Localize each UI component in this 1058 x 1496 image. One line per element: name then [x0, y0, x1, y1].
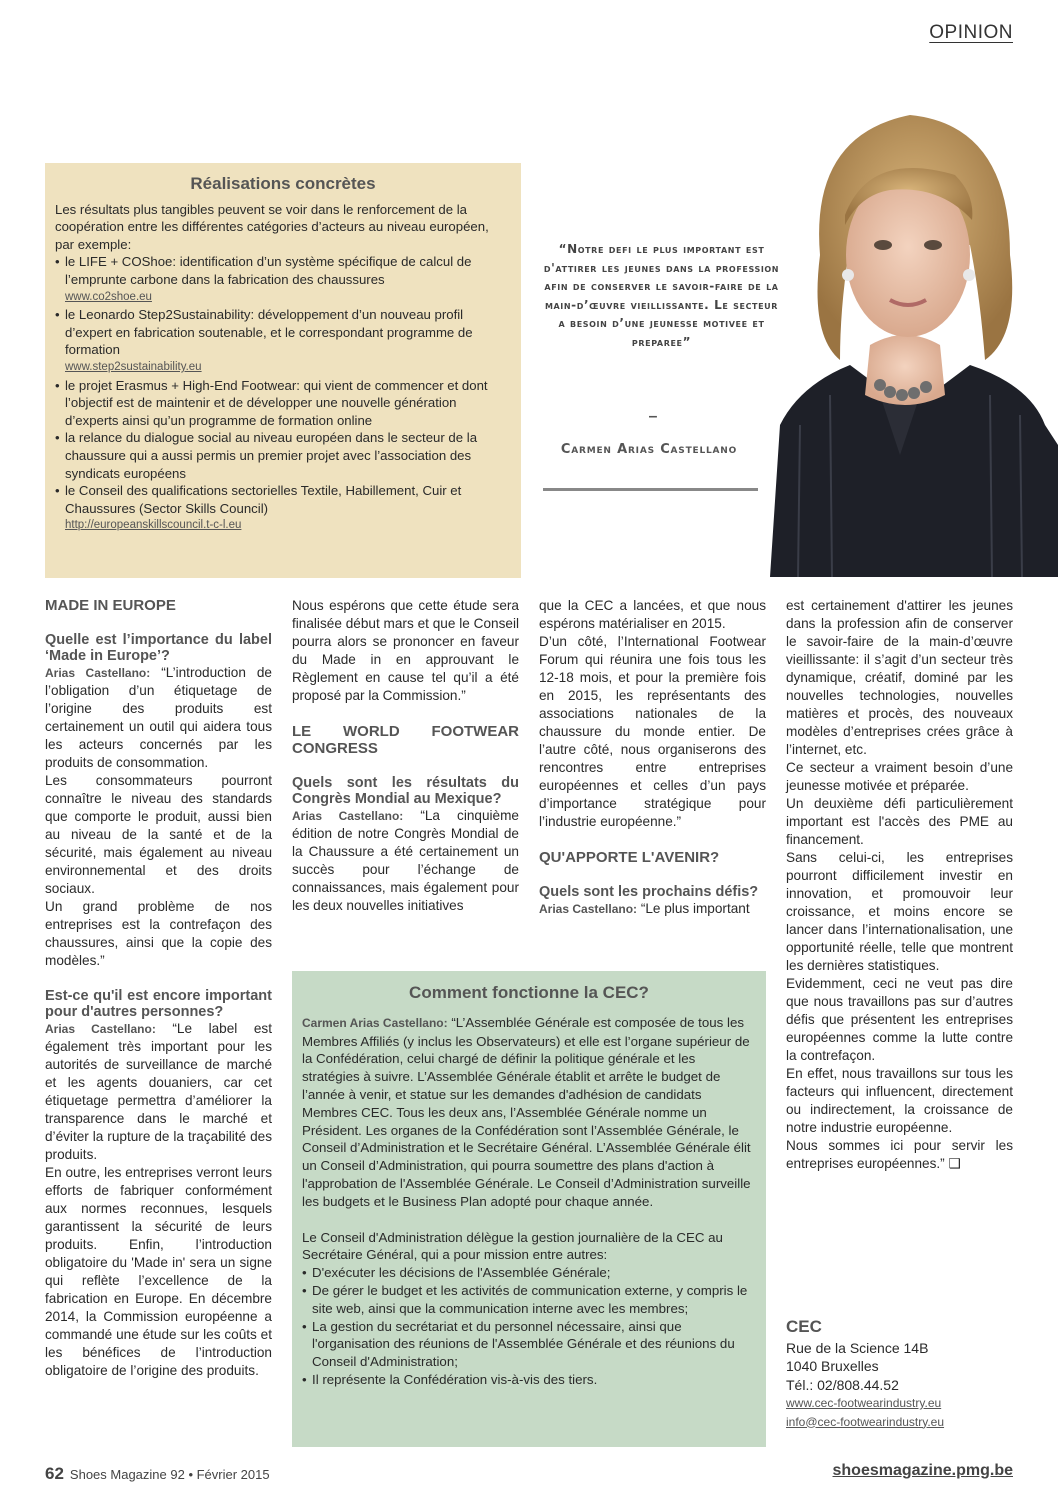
paragraph: Un grand problème de nos entreprises est la contrefaçon des chaussures, ainsi que la copie des modèles.”	[45, 899, 272, 968]
paragraph: Les consommateurs pourront connaître le niveau des standards que comporte le produit, aussi bien au niveau de la santé et de la sécurité, mais également au niveau environnemental et des droits sociaux.	[45, 773, 272, 896]
paragraph-text: “L’Assemblée Générale est composée de tous les Membres Affiliés (y inclus les Observateurs) et elle est l’organe supérieur de la Confédération, celui chargé de définir la politique générale et les stratégies à suivre. L’Assemblée Générale établit et arrête le budget de l’année à venir, et statue sur les demandes d'adhésion de candidats Membres CEC. Tous les deux ans, l’Assemblée Générale nomme un Président. Les organes de la Confédération sont l’Assemblée Générale, le Conseil d’Administration et le Secrétaire Général. L’Assemblée Générale élit un Conseil d’Administration, qui pourra soumettre des plans d'action à l'approbation de l'Assemblée Générale. Le Conseil d’Administration surveille les budgets et le Business Plan adopté pour chaque année.	[302, 1014, 751, 1209]
cec-box-title: Comment fonctionne la CEC?	[409, 983, 649, 1002]
article-column-3	[539, 597, 766, 918]
paragraph	[302, 1014, 756, 1211]
list-item-text: la relance du dialogue social au niveau européen dans le secteur de la chaussure qui a aussi permis un premier projet avec l’association des syndicats européens	[65, 430, 478, 481]
list-item	[55, 377, 511, 430]
list-item-text: le Conseil des qualifications sectorielles Textile, Habillement, Cuir et Chaussures (Sector Skills Council)	[65, 483, 462, 516]
speaker-label: Arias Castellano:	[45, 1022, 156, 1036]
section-label: OPINION	[929, 22, 1013, 43]
link-co2shoe[interactable]: www.co2shoe.eu	[65, 290, 152, 303]
paragraph	[292, 807, 519, 915]
contact-city: 1040 Bruxelles	[786, 1358, 879, 1374]
sidebar-list	[55, 253, 511, 535]
contact-web-link[interactable]: www.cec-footwearindustry.eu	[786, 1396, 942, 1410]
paragraph: que la CEC a lancées, et que nous espérons matérialiser en 2015.	[539, 598, 766, 631]
list-item	[55, 253, 511, 306]
quote-dash: –	[648, 408, 658, 425]
speaker-label: Carmen Arias Castellano:	[302, 1015, 448, 1030]
quote-divider	[543, 488, 758, 491]
section-heading-world-congress: LE WORLD FOOTWEAR CONGRESS	[292, 723, 519, 757]
contact-block	[786, 1318, 1026, 1431]
question-heading: Est-ce qu'il est encore important pour d'autres personnes?	[45, 988, 272, 1020]
contact-street: Rue de la Science 14B	[786, 1339, 929, 1356]
sidebar-title: Réalisations concrètes	[190, 174, 376, 193]
sidebar-intro: Les résultats plus tangibles peuvent se voir dans le renforcement de la coopération entre les différentes catégories d’acteurs au niveau européen, par exemple:	[55, 201, 489, 252]
paragraph: Evidemment, ceci ne veut pas dire que nous travaillons pas sur d’autres défis que présentent les entreprises européennes comme la lutte contre la contrefaçon.	[786, 976, 1013, 1063]
question-heading: Quelle est l’importance du label ‘Made in Europe’?	[45, 632, 272, 664]
article-column-4	[786, 597, 1013, 1173]
list-item	[55, 429, 511, 482]
contact-email-link[interactable]: info@cec-footwearindustry.eu	[786, 1414, 945, 1429]
list-item-text: le projet Erasmus + High-End Footwear: qui vient de commencer et dont l’objectif est de maintenir et de développer une nouvelle génération d’experts ainsi qu’un programme de formation online	[65, 377, 488, 428]
paragraph-text: “Le label est également très important pour les autorités de surveillance de marché et les agents douaniers, car cet étiquetage permettra d’améliorer la transparence dans le marché et d’éviter la rupture de la traçabilité des produits.	[45, 1021, 272, 1162]
sidebar-box	[45, 163, 521, 578]
cec-info-box	[292, 971, 766, 1447]
question-heading: Quels sont les résultats du Congrès Mondial au Mexique?	[292, 775, 519, 807]
end-mark-icon: ❑	[948, 1156, 961, 1171]
contact-phone: Tél.: 02/808.44.52	[786, 1376, 899, 1393]
section-heading-made-in-europe: MADE IN EUROPE	[45, 597, 176, 614]
paragraph: Ce secteur a vraiment besoin d’une jeunesse motivée et préparée.	[786, 760, 1013, 793]
link-skills-council[interactable]: http://europeanskillscouncil.t-c-l.eu	[65, 519, 242, 532]
cec-mission-list	[302, 1264, 756, 1389]
list-item: • D'exécuter les décisions de l'Assemblée Générale;	[302, 1264, 756, 1282]
quote-author: Carmen Arias Castellano	[560, 442, 738, 457]
speaker-label: Arias Castellano:	[539, 902, 638, 916]
article-column-2	[292, 597, 519, 915]
paragraph-text: “Le plus important	[640, 901, 750, 916]
paragraph	[45, 664, 272, 772]
paragraph	[786, 1137, 1013, 1173]
contact-name: CEC	[786, 1317, 822, 1336]
pull-quote: “Notre defi le plus important est d'attirer les jeunes dans la profession afin de conserver le savoir-faire de la main-d’œuvre vieillissante. Le secteur a besoin d’une jeunesse motivee et preparee”	[543, 242, 780, 349]
list-item-text: le LIFE + COShoe: identification d’un système spécifique de calcul de l’emprunte carbone dans la fabrication des chaussures	[65, 254, 472, 287]
list-item: • Il représente la Confédération vis-à-vis des tiers.	[302, 1371, 756, 1389]
paragraph: En effet, nous travaillons sur tous les facteurs qui influencent, directement ou indirectement, la croissance de notre industrie européenne.	[786, 1066, 1013, 1135]
paragraph: D’un côté, l’International Footwear Forum qui réunira une fois tous les 12-18 mois, et pour la première fois en 2015, les représentants des associations nationales de la chaussure du monde entier. De l’autre côté, nous organiserons des rencontres entre entreprises européennes et celles d’un pays d’importance stratégique pour l’industrie européenne.”	[539, 634, 766, 829]
paragraph-text: Nous sommes ici pour servir les entreprises européennes.”	[786, 1138, 1013, 1171]
list-item	[55, 306, 511, 376]
speaker-label: Arias Castellano:	[45, 666, 151, 680]
paragraph-text: “La cinquième édition de notre Congrès Mondial de la Chaussure a été certainement un succès pour l’échange de connaissances, mais également pour les deux nouvelles initiatives	[292, 808, 519, 913]
paragraph-text: “L’introduction de l’obligation d’un étiquetage de l’origine des produits est certainement un outil qui aidera tous les acteurs concernés par les produits de consommation.	[45, 665, 272, 770]
paragraph	[45, 1020, 272, 1164]
paragraph	[539, 900, 766, 918]
paragraph: En outre, les entreprises verront leurs efforts de fabriquer conformément aux normes reconnues, lesquels garantissent la sécurité de leurs produits. Enfin, l’introduction obligatoire du 'Made in' sera un signe qui reflète l’excellence de la fabrication en Europe. En décembre 2014, la Commission européenne a commandé une étude sur les coûts et les bénéfices de l’introduction obligatoire de l’origine des produits.	[45, 1165, 272, 1378]
paragraph: Sans celui-ci, les entreprises pourront difficilement investir en innovation, et promouvoir leur croissance, et moins encore se lancer dans l’internationalisation, une opportunité réelle, telle que montrent les dernières statistiques.	[786, 850, 1013, 973]
issue-info: Shoes Magazine 92 • Février 2015	[69, 1467, 270, 1482]
page-footer	[45, 1464, 270, 1484]
list-item	[55, 482, 511, 535]
list-item: • La gestion du secrétariat et du personnel nécessaire, ainsi que l'organisation des réunions de l'Assemblée Générale et des réunions du Conseil d'Administration;	[302, 1318, 756, 1371]
paragraph: est certainement d'attirer les jeunes dans la profession afin de conserver le savoir-faire de la main-d’œuvre vieillissante: il s’agit d’un secteur très dynamique, créatif, dominé par les nouvelles technologies, nouvelles matières et procès, des nouveaux modèles d’entreprises crées grâce à l’internet, etc.	[786, 598, 1013, 757]
paragraph: Le Conseil d'Administration délègue la gestion journalière de la CEC au Secrétaire Général, qui a pour mission entre autres:	[302, 1229, 723, 1263]
portrait-photo	[740, 95, 1058, 577]
page-number: 62	[45, 1464, 64, 1483]
site-link[interactable]: shoesmagazine.pmg.be	[832, 1462, 1013, 1479]
article-column-1	[45, 597, 272, 1380]
link-step2sustainability[interactable]: www.step2sustainability.eu	[65, 360, 202, 373]
paragraph: Un deuxième défi particulièrement important est l'accès des PME au financement.	[786, 796, 1013, 847]
list-item: • De gérer le budget et les activités de communication externe, y compris le site web, ainsi que la communication interne avec les membres;	[302, 1282, 756, 1318]
paragraph: Nous espérons que cette étude sera finalisée début mars et que le Conseil pourra alors se prononcer en faveur du Made in en approuvant le Règlement en cause tel qu’il a été proposé par la Commission.”	[292, 598, 519, 703]
list-item-text: le Leonardo Step2Sustainability: développement d’un nouveau profil d’expert en fabrication soutenable, et le correspondant programme de formation	[65, 307, 473, 358]
question-heading: Quels sont les prochains défis?	[539, 884, 759, 900]
section-heading-avenir: QU'APPORTE L'AVENIR?	[539, 849, 720, 866]
speaker-label: Arias Castellano:	[292, 809, 404, 823]
